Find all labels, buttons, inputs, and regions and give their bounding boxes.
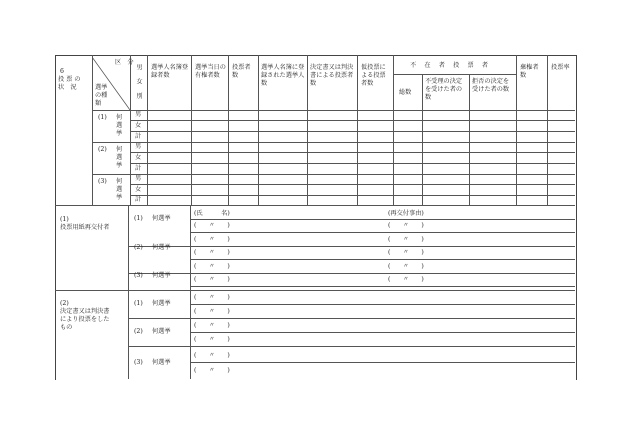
election-3-total: 計	[135, 196, 142, 203]
reissue-ditto-reason: ( 〃 )	[388, 276, 424, 283]
reissue-ditto-name: ( 〃 )	[194, 263, 230, 270]
sex-label: 男 女 別	[135, 64, 142, 102]
reissue-ditto-reason: ( 〃 )	[388, 263, 424, 270]
reissue-group-2-num: (2)	[134, 244, 143, 251]
judgment-ditto: ( 〃 )	[194, 352, 230, 359]
election-2-male: 男	[135, 143, 142, 150]
absentee-not-accepted: 不受理の決定を受けた者の数	[425, 78, 463, 101]
col-registered-voters: 選挙人名簿に登録された選挙人数	[261, 64, 305, 87]
election-2-female: 女	[135, 154, 142, 161]
election-1-total: 計	[135, 133, 142, 140]
col-provisional-voters: 仮投票による投票者数	[361, 64, 386, 87]
reissue-ditto-name: ( 〃 )	[194, 249, 230, 256]
absentee-refused: 拒否の決定を受けた者の数	[472, 78, 510, 93]
absentee-group-label: 不 在 者 投 票 者	[410, 62, 490, 69]
judgment-ditto: ( 〃 )	[194, 294, 230, 301]
col-registered: 選挙人名簿登録者数	[151, 64, 189, 79]
election-1-num: (1)	[98, 114, 107, 121]
reissue-ditto-reason: ( 〃 )	[388, 249, 424, 256]
reissue-group-2-name: 何選挙	[152, 244, 171, 251]
reissue-group-3-num: (3)	[134, 272, 143, 279]
election-1-female: 女	[135, 122, 142, 129]
reissue-name-label: (氏 名)	[194, 210, 230, 217]
judgment-ditto: ( 〃 )	[194, 308, 230, 315]
reissue-ditto-name: ( 〃 )	[194, 236, 230, 243]
election-3-male: 男	[135, 175, 142, 182]
col-judgment-voters: 決定書又は判決書による投票者数	[310, 64, 354, 87]
reissue-ditto-name: ( 〃 )	[194, 276, 230, 283]
judgment-title-line-3: もの	[60, 324, 73, 331]
section-title: 投 票 の 状 況	[58, 76, 81, 91]
election-3-num: (3)	[98, 178, 107, 185]
election-1-male: 男	[135, 111, 142, 118]
judgment-group-3-num: (3)	[134, 359, 143, 366]
col-voters: 投票者数	[232, 64, 251, 79]
judgment-num: (2)	[60, 300, 69, 307]
col-turnout: 投票率	[551, 64, 570, 71]
reissue-reason-label: (再交付事由)	[388, 210, 424, 217]
judgment-ditto: ( 〃 )	[194, 322, 230, 329]
judgment-group-1-name: 何選挙	[152, 300, 171, 307]
reissue-num: (1)	[60, 216, 69, 223]
reissue-ditto-reason: ( 〃 )	[388, 222, 424, 229]
election-2-name: 何選挙	[116, 146, 123, 169]
reissue-ditto-reason: ( 〃 )	[388, 236, 424, 243]
section-number: 6	[60, 68, 64, 75]
judgment-ditto: ( 〃 )	[194, 367, 230, 374]
reissue-title: 投票用紙再交付者	[60, 224, 110, 231]
reissue-group-1-name: 何選挙	[152, 215, 171, 222]
judgment-ditto: ( 〃 )	[194, 336, 230, 343]
reissue-ditto-name: ( 〃 )	[194, 222, 230, 229]
col-eligible: 選挙当日の有権者数	[195, 64, 226, 79]
election-type-label: 選挙の種類	[95, 84, 108, 107]
election-2-total: 計	[135, 165, 142, 172]
judgment-group-3-name: 何選挙	[152, 359, 171, 366]
judgment-group-1-num: (1)	[134, 300, 143, 307]
election-3-name: 何選挙	[116, 178, 123, 201]
reissue-group-1-num: (1)	[134, 215, 143, 222]
judgment-group-2-num: (2)	[134, 328, 143, 335]
judgment-group-2-name: 何選挙	[152, 328, 171, 335]
kubun-label: 区 分	[115, 59, 134, 66]
col-abstainers: 棄権者数	[520, 64, 539, 79]
judgment-title-line-2: により投票をした	[60, 316, 110, 323]
judgment-title-line-1: 決定書又は判決書	[60, 308, 110, 315]
election-2-num: (2)	[98, 146, 107, 153]
election-3-female: 女	[135, 186, 142, 193]
absentee-total: 総数	[399, 89, 412, 96]
election-1-name: 何選挙	[116, 114, 123, 137]
reissue-group-3-name: 何選挙	[152, 272, 171, 279]
